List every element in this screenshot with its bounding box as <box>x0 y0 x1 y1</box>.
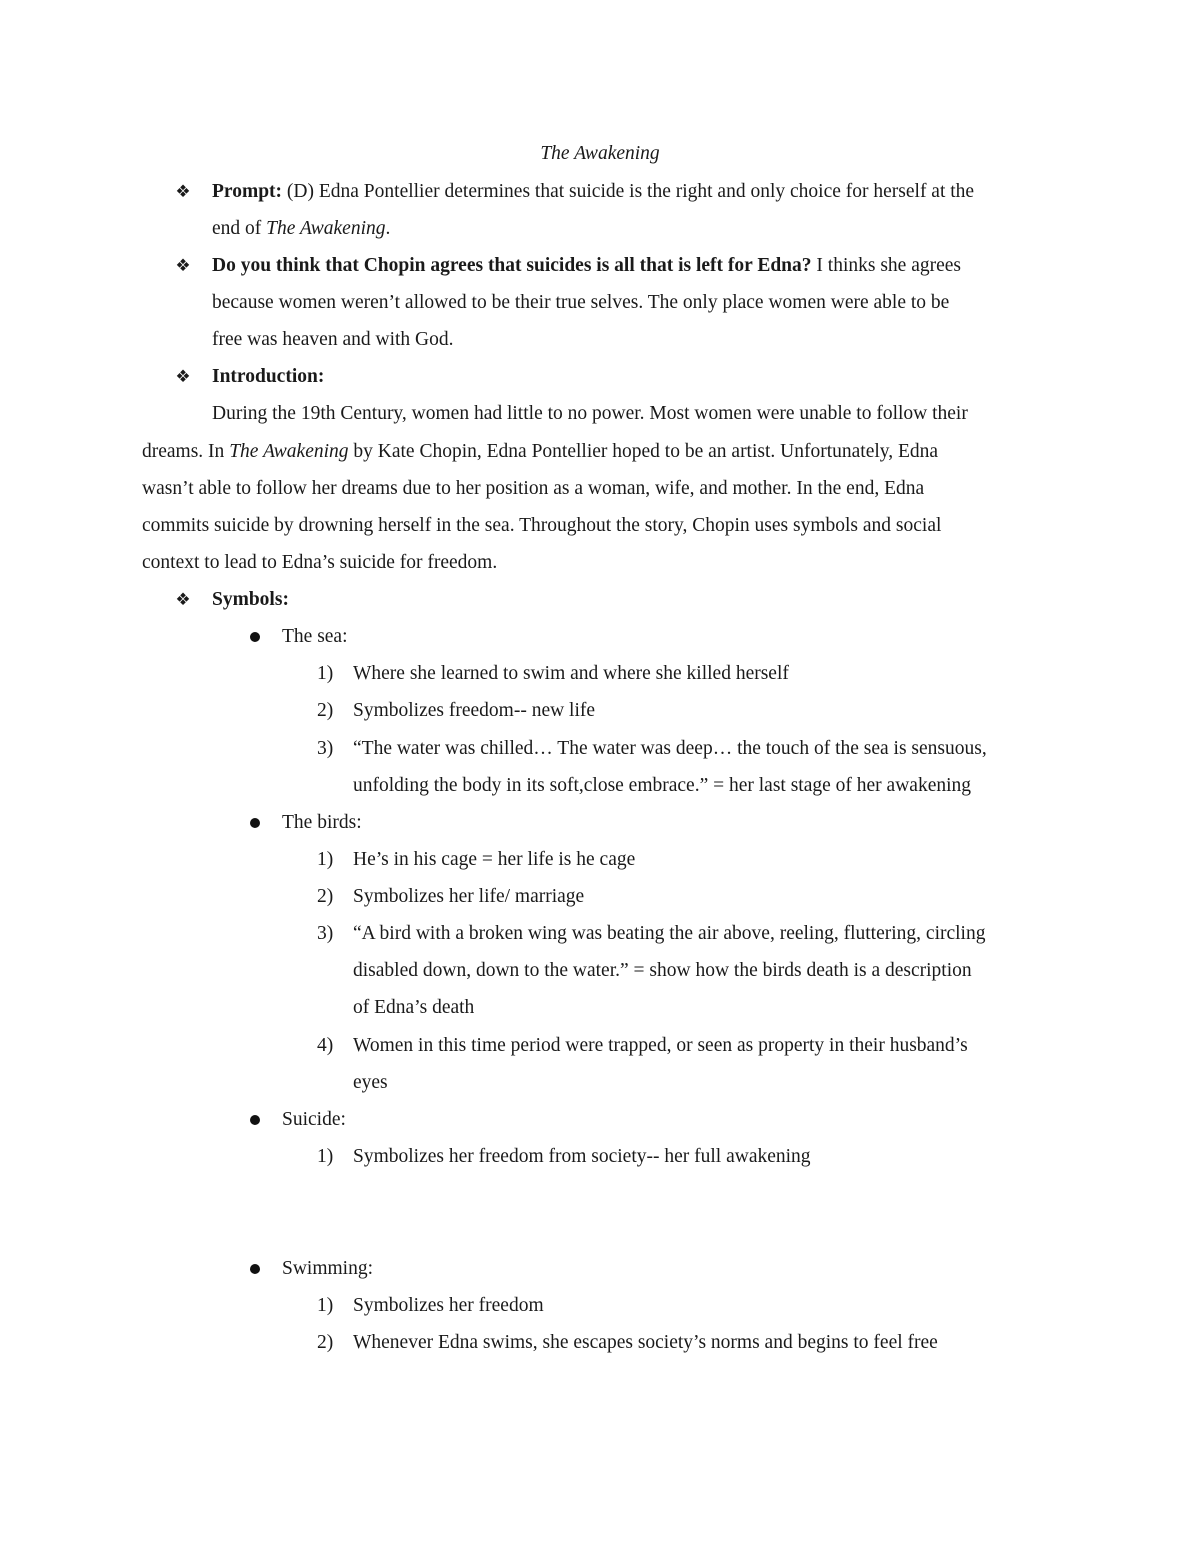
question-line-3: free was heaven and with God. <box>212 329 454 350</box>
question-line-2: because women weren’t allowed to be their true selves. The only place women were able to be <box>212 292 950 313</box>
prompt-line-1 <box>212 180 974 204</box>
symbol-swimming-label: Swimming: <box>282 1258 374 1279</box>
list-item-continued: of Edna’s death <box>353 997 475 1018</box>
prompt-text: (D) Edna Pontellier determines that suicide is the right and only choice for herself at the <box>282 181 975 202</box>
list-item: He’s in his cage = her life is he cage <box>353 849 636 870</box>
question-label: Do you think that Chopin agrees that suicides is all that is left for Edna? <box>212 255 812 276</box>
prompt-line-2 <box>212 217 390 241</box>
document-title: The Awakening <box>540 143 660 164</box>
list-number: 4) <box>317 1035 334 1056</box>
list-item: Women in this time period were trapped, or seen as property in their husband’s <box>353 1035 968 1056</box>
list-item: Symbolizes her life/ marriage <box>353 886 585 907</box>
list-item: “A bird with a broken wing was beating the air above, reeling, fluttering, circling <box>353 923 986 944</box>
list-item-continued: eyes <box>353 1072 388 1093</box>
prompt-text-2-pre: end of <box>212 218 267 239</box>
diamond-bullet-icon: ❖ <box>175 182 191 201</box>
list-number: 3) <box>317 923 334 944</box>
list-number: 2) <box>317 700 334 721</box>
symbols-heading <box>212 588 289 612</box>
intro-line-2-pre: dreams. In <box>142 441 230 462</box>
list-item: Symbolizes freedom-- new life <box>353 700 596 721</box>
intro-line-1: During the 19th Century, women had little to no power. Most women were unable to follow their <box>212 403 968 424</box>
introduction-label: Introduction: <box>212 366 325 387</box>
list-number: 1) <box>317 1146 334 1167</box>
intro-line-2-post: by Kate Chopin, Edna Pontellier hoped to be an artist. Unfortunately, Edna <box>348 441 939 462</box>
list-number: 1) <box>317 849 334 870</box>
symbol-sea-label: The sea: <box>282 626 348 647</box>
introduction-heading <box>212 365 324 389</box>
intro-book-title: The Awakening <box>229 441 349 462</box>
symbols-label: Symbols: <box>212 589 289 610</box>
bullet-dot-icon <box>250 1264 260 1274</box>
diamond-bullet-icon: ❖ <box>175 367 191 386</box>
diamond-bullet-icon: ❖ <box>175 590 191 609</box>
list-number: 1) <box>317 663 334 684</box>
list-item-continued: disabled down, down to the water.” = show how the birds death is a description <box>353 960 972 981</box>
diamond-bullet-icon: ❖ <box>175 256 191 275</box>
list-number: 2) <box>317 1332 334 1353</box>
list-item: Symbolizes her freedom <box>353 1295 544 1316</box>
list-item: “The water was chilled… The water was deep… the touch of the sea is sensuous, <box>353 738 987 759</box>
list-number: 2) <box>317 886 334 907</box>
list-item: Whenever Edna swims, she escapes society’s norms and begins to feel free <box>353 1332 938 1353</box>
symbol-suicide-label: Suicide: <box>282 1109 346 1130</box>
intro-line-2 <box>142 440 938 464</box>
bullet-dot-icon <box>250 1115 260 1125</box>
intro-line-5: context to lead to Edna’s suicide for freedom. <box>142 552 498 573</box>
intro-line-4: commits suicide by drowning herself in the sea. Throughout the story, Chopin uses symbols and social <box>142 515 942 536</box>
symbol-birds-label: The birds: <box>282 812 362 833</box>
question-line-1 <box>212 254 961 278</box>
list-item-continued: unfolding the body in its soft,close embrace.” = her last stage of her awakening <box>353 775 972 796</box>
bullet-dot-icon <box>250 632 260 642</box>
list-item: Where she learned to swim and where she killed herself <box>353 663 789 684</box>
prompt-book-title: The Awakening <box>266 218 386 239</box>
intro-line-3: wasn’t able to follow her dreams due to her position as a woman, wife, and mother. In the end, Edna <box>142 478 925 499</box>
question-answer-1: I thinks she agrees <box>811 255 961 276</box>
prompt-label: Prompt: <box>212 181 283 202</box>
list-number: 1) <box>317 1295 334 1316</box>
list-item: Symbolizes her freedom from society-- her full awakening <box>353 1146 811 1167</box>
bullet-dot-icon <box>250 818 260 828</box>
prompt-text-2-post: . <box>385 218 391 239</box>
list-number: 3) <box>317 738 334 759</box>
